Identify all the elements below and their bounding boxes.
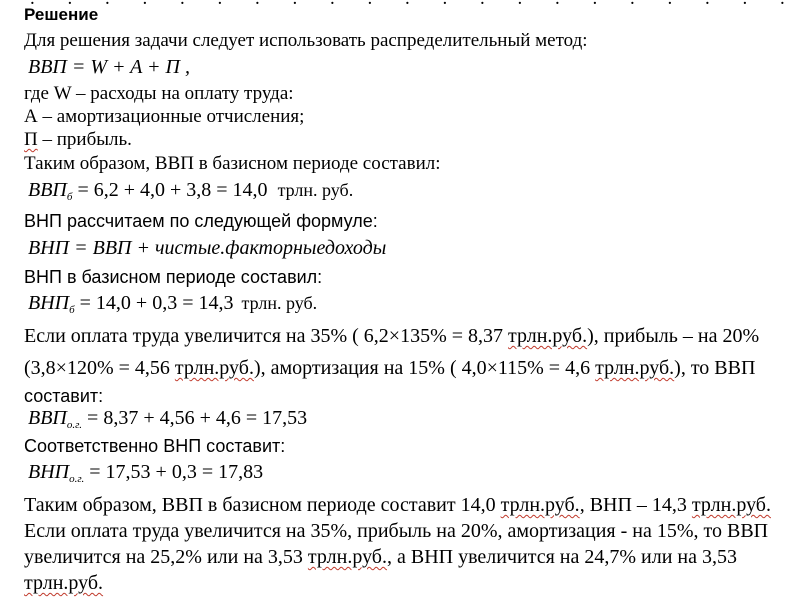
summary-line-1-text-a: Таким образом, ВВП в базисном периоде составит 14,0: [24, 494, 501, 516]
summary-line-3: [24, 547, 737, 567]
gnp-formula-intro-line: ВНП рассчитаем по следующей формуле:: [24, 211, 378, 231]
formula-gdp-base-subscript: б: [66, 191, 73, 203]
formula-gdp-new-subscript: о.г.: [66, 419, 83, 431]
if-wage-line-2-text-c: ), то ВВП: [674, 357, 756, 379]
formula-gnp-new: [28, 462, 263, 485]
formula-gdp-base-symbol: ВВП: [28, 179, 67, 201]
if-wage-line-2-unit-b: трлн.руб.: [595, 357, 675, 379]
summary-line-3-unit: трлн.руб.: [307, 546, 387, 568]
formula-gdp-base: [28, 180, 353, 203]
formula-gnp-base-unit: трлн. руб.: [241, 293, 318, 313]
summary-line-1: [24, 495, 771, 515]
if-wage-line-1-unit: трлн.руб.: [508, 325, 588, 347]
formula-gdp-symbol: ВВП: [28, 56, 67, 78]
if-wage-line-2-text-b: ), амортизация на 15% ( 4,0×115% = 4,6: [253, 357, 596, 379]
if-wage-line-2-unit-a: трлн.руб.: [174, 357, 254, 379]
formula-gnp-new-subscript: о.г.: [69, 473, 85, 485]
formula-gnp-base-expression: = 14,0 + 0,3 = 14,3: [74, 292, 234, 314]
depreciation-line: А – амортизационные отчисления;: [24, 106, 305, 127]
profit-description: – прибыль.: [37, 129, 132, 150]
formula-gdp-base-unit: трлн. руб.: [277, 180, 354, 200]
summary-line-3-text-a: увеличится на 25,2% или на 3,53: [24, 546, 308, 568]
if-wage-line-1-text: Если оплата труда увеличится на 35% ( 6,2×135% = 8,37: [24, 325, 509, 347]
formula-gnp-definition: ВНП = ВВП + чистые.факторныедоходы: [28, 237, 387, 259]
formula-gdp-expression: = W + A + П ,: [66, 56, 190, 78]
formula-gnp-base: [28, 293, 317, 316]
accordingly-line: Соответственно ВНП составит:: [24, 436, 286, 456]
will-be-line: составит:: [24, 386, 104, 406]
summary-line-1-unit-b: трлн.руб.: [691, 494, 771, 516]
formula-gnp-base-subscript: б: [69, 304, 75, 316]
formula-gnp-base-symbol: ВНП: [28, 292, 70, 314]
cropped-previous-line: [0, 0, 800, 6]
if-wage-line-2: [24, 358, 755, 378]
formula-gnp-new-symbol: ВНП: [28, 461, 70, 483]
formula-gdp-new: [28, 408, 307, 431]
summary-line-1-text-b: , ВНП – 14,3: [579, 494, 692, 516]
gnp-base-line: ВНП в базисном периоде составил:: [24, 267, 323, 287]
formula-gnp-new-expression: = 17,53 + 0,3 = 17,83: [84, 461, 264, 483]
if-wage-line-1-end: ), прибыль – на 20%: [587, 325, 760, 347]
summary-line-2: Если оплата труда увеличится на 35%, прибыль на 20%, амортизация - на 15%, то ВВП: [24, 520, 769, 542]
summary-line-3-text-b: , а ВНП увеличится на 24,7% или на 3,53: [386, 546, 738, 568]
intro-line: Для решения задачи следует использовать распределительный метод:: [24, 30, 588, 51]
solution-heading: Решение: [24, 5, 99, 24]
thus-gdp-line: Таким образом, ВВП в базисном периоде составил:: [24, 153, 441, 174]
profit-letter: П: [24, 129, 38, 150]
if-wage-line-1: [24, 326, 759, 346]
formula-gdp-new-expression: = 8,37 + 4,56 + 4,6 = 17,53: [82, 407, 308, 429]
summary-line-1-unit-a: трлн.руб.: [500, 494, 580, 516]
where-line: где W – расходы на оплату труда:: [24, 83, 294, 104]
profit-line: [24, 130, 132, 149]
summary-line-4: [24, 573, 103, 593]
summary-line-4-unit: трлн.руб.: [24, 572, 104, 594]
if-wage-line-2-text-a: (3,8×120% = 4,56: [24, 357, 175, 379]
formula-gdp-new-symbol: ВВП: [28, 407, 67, 429]
formula-gdp: [28, 57, 190, 77]
formula-gdp-base-expression: = 6,2 + 4,0 + 3,8 = 14,0: [72, 179, 268, 201]
